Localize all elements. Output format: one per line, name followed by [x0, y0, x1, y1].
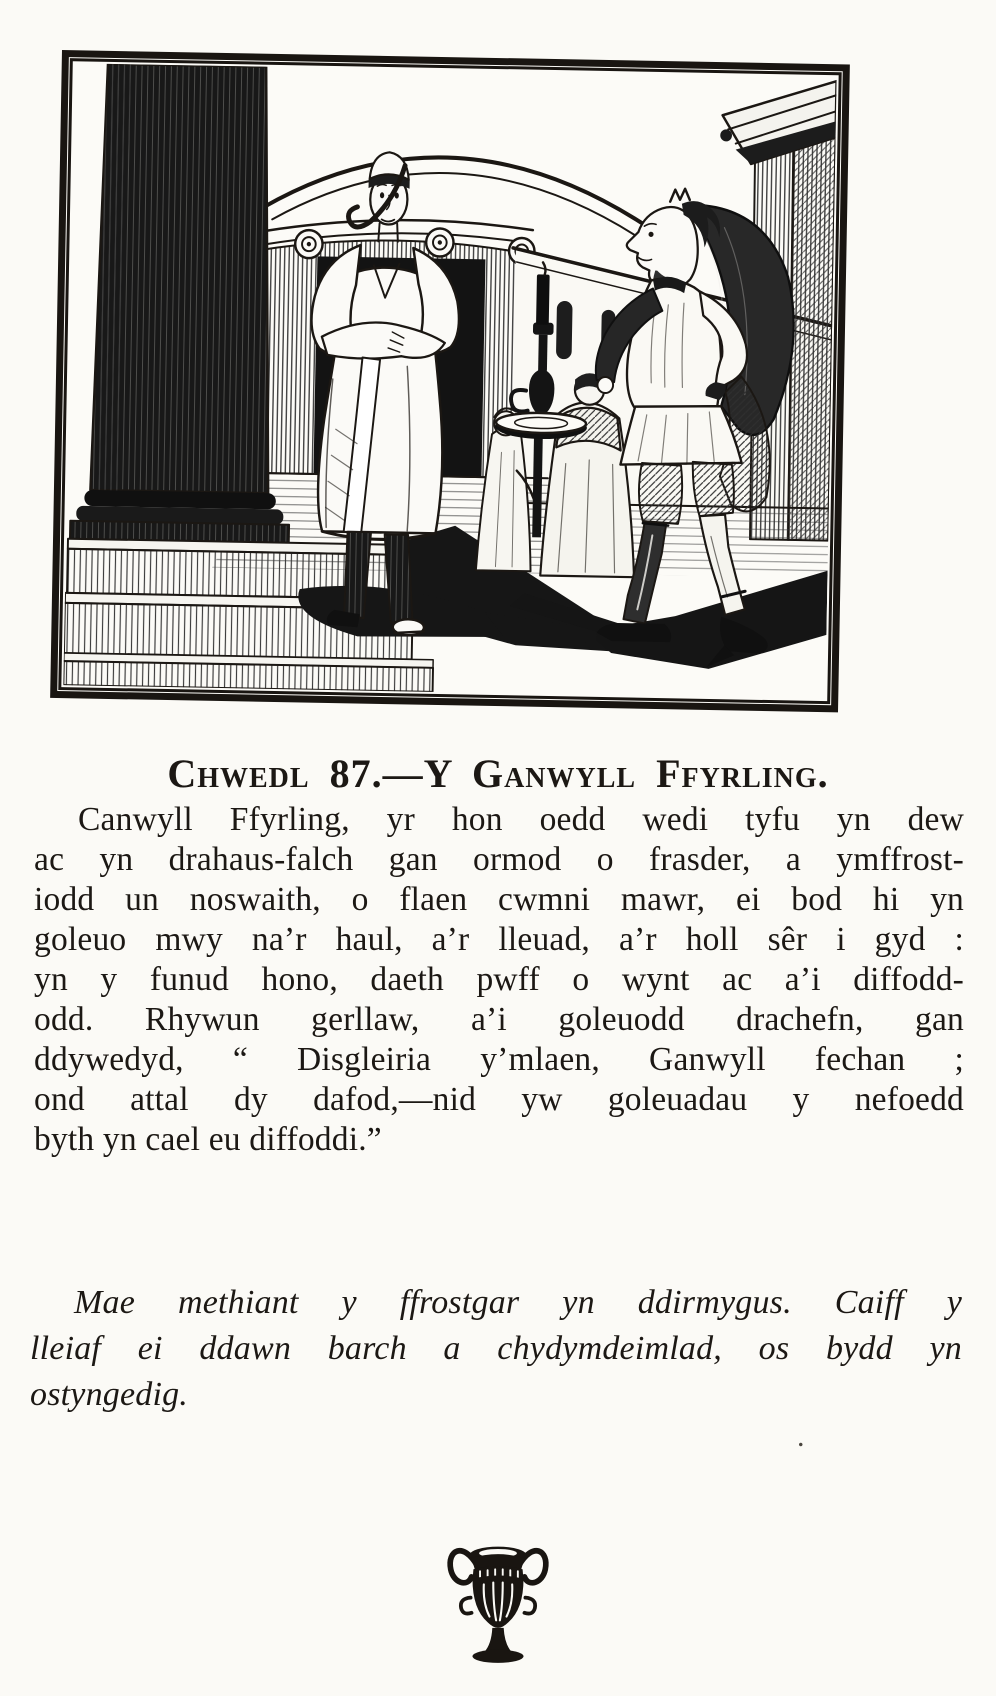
text-line: Mae methiant y ffrostgar yn ddirmygus. Caiff y [74, 1284, 962, 1321]
stray-scan-mark: . [797, 1420, 805, 1453]
window [556, 301, 573, 359]
text-line: ond attal dy dafod,—nid yw goleuadau y nefoedd [34, 1081, 964, 1118]
text-line: ostyngedig. [30, 1376, 189, 1413]
urn-drawing [446, 1516, 550, 1668]
woodcut-scene-drawing [63, 63, 836, 699]
text-line: odd. Rhywun gerllaw, a’i goleuodd drachefn, gan [34, 1001, 964, 1038]
woodcut-illustration [50, 50, 850, 712]
text-line: lleiaf ei ddawn barch a chydymdeimlad, os bydd yn [30, 1330, 962, 1367]
woodcut-scene [63, 63, 836, 699]
text-line: goleuo mwy na’r haul, a’r lleuad, a’r holl sêr i gyd : [34, 921, 964, 958]
story-paragraph [34, 800, 964, 1160]
hand [597, 377, 613, 393]
extinguished-candle [536, 274, 550, 324]
text-line: ddywedyd, “ Disgleiria y’mlaen, Ganwyll fechan ; [34, 1041, 964, 1078]
text-line: yn y funud hono, daeth pwff o wynt ac a’i diffodd- [34, 961, 964, 998]
text-line: ac yn drahaus-falch gan ormod o frasder, a ymffrost- [34, 841, 964, 878]
text-line: iodd un noswaith, o flaen cwmni mawr, ei bod hi yn [34, 881, 964, 918]
text-line: byth yn cael eu diffoddi.” [34, 1121, 382, 1158]
text-line: Canwyll Ffyrling, yr hon oedd wedi tyfu yn dew [78, 801, 964, 838]
fable-title: Chwedl 87.—Y Ganwyll Ffyrling. [167, 751, 829, 796]
urn-ornament [0, 1516, 996, 1668]
moral-paragraph [30, 1280, 962, 1418]
left-column [70, 63, 298, 542]
